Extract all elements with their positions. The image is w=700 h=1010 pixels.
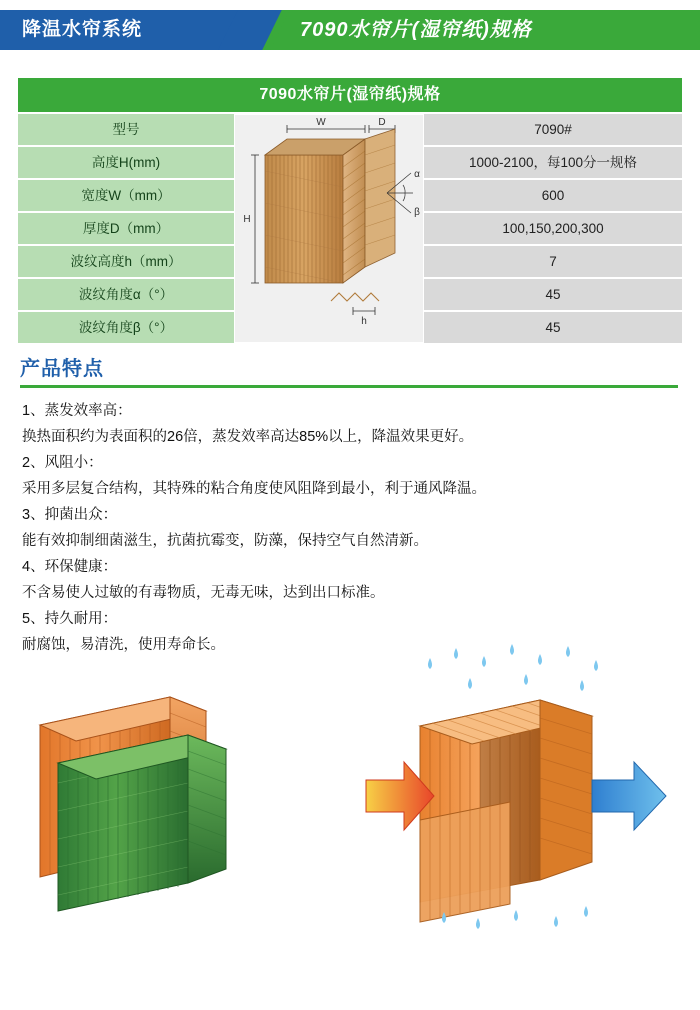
features-underline [20,385,678,388]
stacked-pads-photo [30,655,330,915]
table-row: 型号 [18,114,234,145]
spec-diagram-cell [234,114,424,343]
cool-air-arrow [592,762,666,830]
feature-line: 能有效抑制细菌滋生，抗菌抗霉变，防藻，保持空气自然清新。 [22,533,428,549]
feature-line: 不含易使人过敏的有毒物质，无毒无味，达到出口标准。 [22,585,385,601]
features-header [20,352,680,388]
table-row: 高度H(mm) [18,147,234,178]
table-row: 45 [424,312,682,343]
feature-line: 耐腐蚀，易清洗，使用寿命长。 [22,637,225,653]
feature-line: 3、抑菌出众： [22,507,118,523]
feature-line: 采用多层复合结构，其特殊的粘合角度使风阻降到最小，利于通风降温。 [22,481,486,497]
product-photos [0,620,700,950]
spec-table [18,78,682,343]
cooling-pad-dimension-diagram [235,115,423,342]
table-row: 宽度W（mm） [18,180,234,211]
table-row: 600 [424,180,682,211]
svg-text:α: α [414,169,420,180]
page-header [0,0,700,60]
svg-text:D: D [378,117,386,128]
table-row: 1000-2100，每100分一规格 [424,147,682,178]
table-row: 45 [424,279,682,310]
feature-line: 5、持久耐用： [22,611,118,627]
table-row: 波纹高度h（mm） [18,246,234,277]
features-title: 产品特点 [20,358,104,380]
table-row: 7090# [424,114,682,145]
airflow-diagram-photo [360,630,670,930]
feature-line: 换热面积约为表面积的26倍，蒸发效率高达85%以上，降温效果更好。 [22,429,474,445]
spec-table-title: 7090水帘片(湿帘纸)规格 [18,78,682,112]
table-row: 100,150,200,300 [424,213,682,244]
header-left-title: 降温水帘系统 [22,19,143,40]
table-row: 厚度D（mm） [18,213,234,244]
feature-line: 4、环保健康： [22,559,118,575]
table-row: 波纹角度β（°） [18,312,234,343]
spec-label-column [18,114,234,343]
svg-text:H: H [243,214,251,225]
svg-text:h: h [361,316,367,327]
spec-table-body [18,114,682,343]
table-row: 7 [424,246,682,277]
svg-text:W: W [316,117,326,128]
spec-value-column [424,114,682,343]
header-right-title: 7090水帘片(湿帘纸)规格 [300,19,532,41]
svg-text:β: β [414,207,420,218]
features-body [22,398,682,658]
feature-line: 1、蒸发效率高： [22,403,132,419]
feature-line: 2、风阻小： [22,455,103,471]
table-row: 波纹角度α（°） [18,279,234,310]
